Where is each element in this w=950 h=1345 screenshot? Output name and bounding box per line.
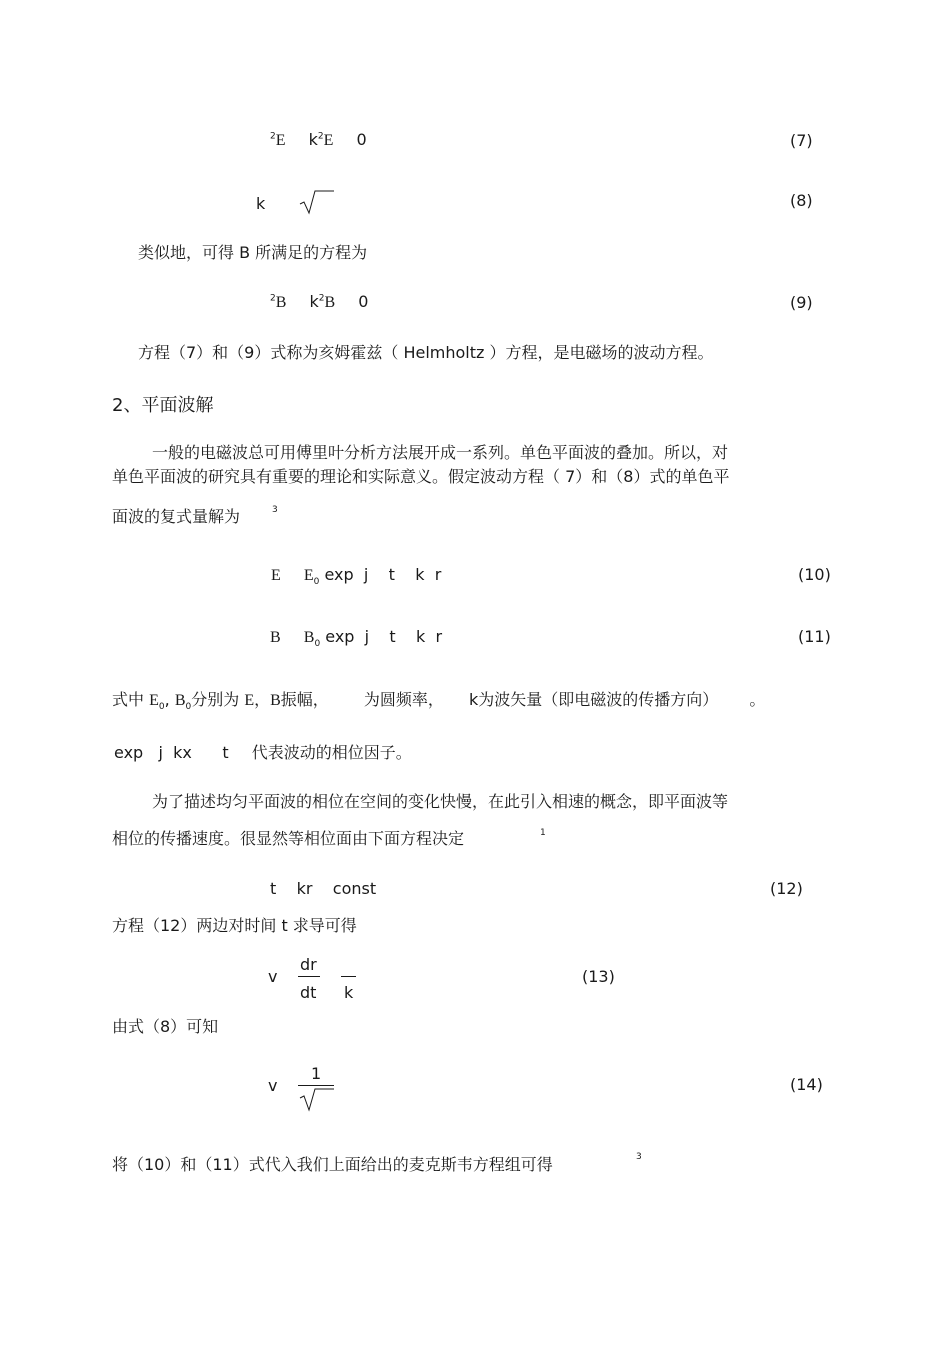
- p4-E0: E: [149, 692, 159, 709]
- paragraph-1: 类似地，可得 B 所满足的方程为: [138, 243, 368, 262]
- sqrt-symbol: [298, 188, 338, 216]
- eq7-E2: E: [323, 132, 334, 149]
- eq13-v: v: [268, 967, 278, 986]
- paragraph-3-line-2: 单色平面波的研究具有重要的理论和实际意义。假定波动方程（ 7）和（8）式的单色平: [112, 467, 730, 486]
- eq11-sub0: 0: [314, 639, 321, 650]
- eq7-number: (7): [790, 131, 813, 150]
- p4-wavevector: 为波矢量（即电磁波的传播方向）: [478, 690, 719, 709]
- p5-exp: exp j kx t: [114, 743, 229, 762]
- eq14-one: 1: [311, 1064, 322, 1083]
- p4-prefix: 式中: [112, 690, 145, 709]
- eq14-number: (14): [790, 1075, 823, 1094]
- paragraph-4: [112, 690, 765, 711]
- paragraph-5: [114, 743, 412, 763]
- paragraph-3-line-1: 一般的电磁波总可用傅里叶分析方法展开成一系列。单色平面波的叠加。所以，对: [152, 443, 729, 462]
- eq9-k-exp: 2: [318, 293, 325, 304]
- eq12-number: (12): [770, 879, 803, 898]
- eq10-sub0: 0: [313, 577, 320, 588]
- p5-text: 代表波动的相位因子。: [251, 743, 412, 762]
- equation-12: t kr const: [270, 879, 377, 898]
- eq10-exp: exp j t k r: [324, 565, 442, 584]
- paragraph-6-line-1: 为了描述均匀平面波的相位在空间的变化快慢，在此引入相速的概念，即平面波等: [152, 792, 729, 811]
- eq9-B2: B: [324, 294, 336, 311]
- reference-3a: 3: [272, 505, 278, 515]
- eq13-number: (13): [582, 967, 615, 986]
- paragraph-3-line-3: 面波的复式量解为: [112, 507, 241, 526]
- p4-sub2: 0: [185, 702, 192, 713]
- eq13-omega-bar: [341, 976, 356, 977]
- paragraph-6-line-2: 相位的传播速度。很显然等相位面由下面方程决定: [112, 829, 465, 848]
- eq9-k: k: [309, 292, 319, 311]
- section-heading: 2、平面波解: [112, 395, 214, 416]
- eq10-number: (10): [798, 565, 831, 584]
- eq9-nabla-exp: 2: [270, 293, 276, 304]
- eq13-fraction-bar: [298, 976, 320, 977]
- paragraph-7: 方程（12）两边对时间 t 求导可得: [112, 916, 357, 935]
- equation-10: [271, 565, 441, 586]
- equation-11: [270, 627, 442, 648]
- reference-1: 1: [540, 828, 546, 838]
- eq8-number: (8): [790, 191, 813, 210]
- p4-B0: B: [174, 692, 186, 709]
- eq7-E: E: [275, 132, 286, 149]
- eq14-v: v: [268, 1076, 278, 1095]
- equation-9: [270, 292, 368, 313]
- eq13-numerator: dr: [300, 955, 317, 974]
- eq10-E: E: [271, 567, 281, 584]
- p4-sub1: 0: [158, 702, 165, 713]
- eq9-B: B: [275, 294, 287, 311]
- eq10-E0: E: [303, 567, 314, 584]
- eq13-k: k: [344, 983, 354, 1002]
- eq11-number: (11): [798, 627, 831, 646]
- eq9-number: (9): [790, 293, 813, 312]
- p4-comma: ,: [164, 690, 170, 709]
- paragraph-8: 由式（8）可知: [112, 1017, 219, 1036]
- p4-respectively: 分别为: [191, 690, 240, 709]
- eq9-zero: 0: [358, 292, 369, 311]
- p4-period: 。: [749, 690, 766, 709]
- p4-omega: 为圆频率，: [363, 690, 444, 709]
- paragraph-2: 方程（7）和（9）式称为亥姆霍兹（ Helmholtz ）方程，是电磁场的波动方程。: [138, 343, 714, 362]
- eq8-k: k: [256, 194, 266, 213]
- p4-k: k: [469, 690, 479, 709]
- p4-amplitude: 振幅，: [280, 690, 329, 709]
- eq7-k: k: [308, 130, 318, 149]
- eq11-B0: B: [303, 629, 315, 646]
- eq11-B: B: [270, 629, 281, 646]
- eq13-denominator: dt: [300, 983, 317, 1002]
- equation-7: [270, 130, 367, 151]
- paragraph-9: 将（10）和（11）式代入我们上面给出的麦克斯韦方程组可得: [112, 1155, 553, 1174]
- eq7-k-exp: 2: [317, 131, 324, 142]
- eq14-sqrt-symbol: [298, 1086, 338, 1114]
- p4-EB: E，B: [244, 692, 281, 709]
- reference-3b: 3: [636, 1152, 642, 1162]
- eq7-nabla-exp: 2: [270, 131, 276, 142]
- eq7-zero: 0: [356, 130, 367, 149]
- eq11-exp: exp j t k r: [325, 627, 443, 646]
